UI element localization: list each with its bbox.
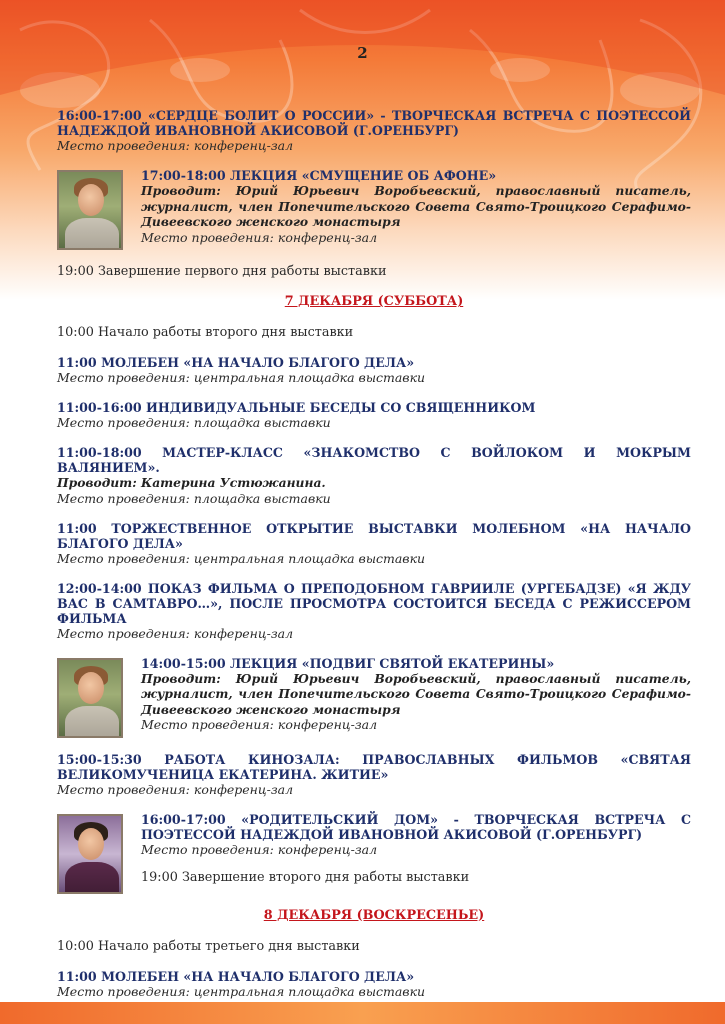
event-item [57, 400, 691, 431]
event-item [57, 108, 691, 154]
event-location: Место проведения: площадка выставки [57, 415, 331, 430]
event-title: 11:00 МОЛЕБЕН «НА НАЧАЛО БЛАГОГО ДЕЛА» [57, 968, 415, 984]
event-title: 17:00-18:00 ЛЕКЦИЯ «СМУЩЕНИЕ ОБ АФОНЕ» [141, 168, 497, 183]
speaker-photo [57, 170, 123, 250]
event-speaker: Проводит: Юрий Юрьевич Воробьевский, православный писатель, журналист, член Попечительского Совета Свято-Троицкого Серафимо-Дивеевского женского монастыря [141, 670, 691, 717]
schedule-content [57, 108, 691, 1014]
page-number: 2 [357, 44, 368, 62]
event-title: 11:00-16:00 ИНДИВИДУАЛЬНЫЕ БЕСЕДЫ СО СВЯЩЕННИКОМ [57, 400, 536, 415]
event-location: Место проведения: конференц-зал [141, 717, 378, 732]
event-title: 11:00 МОЛЕБЕН «НА НАЧАЛО БЛАГОГО ДЕЛА» [57, 355, 415, 370]
date-heading: 7 ДЕКАБРЯ (СУББОТА) [284, 294, 464, 309]
event-location: Место проведения: конференц-зал [57, 138, 294, 153]
event-item-with-photo [57, 812, 691, 894]
event-title: 11:00 ТОРЖЕСТВЕННОЕ ОТКРЫТИЕ ВЫСТАВКИ МОЛЕБНОМ «НА НАЧАЛО БЛАГОГО ДЕЛА» [57, 520, 691, 551]
event-location: Место проведения: центральная площадка выставки [57, 550, 426, 566]
event-item [57, 581, 691, 642]
event-location: Место проведения: конференц-зал [141, 229, 378, 245]
event-location: Место проведения: центральная площадка выставки [57, 983, 426, 999]
event-item [57, 969, 691, 1000]
event-location: Место проведения: конференц-зал [141, 841, 378, 857]
event-item-with-photo [57, 168, 691, 250]
event-title: 16:00-17:00 «СЕРДЦЕ БОЛИТ О РОССИИ» - ТВОРЧЕСКАЯ ВСТРЕЧА С ПОЭТЕССОЙ НАДЕЖДОЙ ИВАНОВНОЙ АКИСОВОЙ (Г.ОРЕНБУРГ) [57, 108, 691, 138]
day-start-note: 10:00 Начало работы второго дня выставки [57, 325, 354, 340]
event-item [57, 355, 691, 386]
event-location: Место проведения: конференц-зал [57, 625, 294, 641]
day-end-note: 19:00 Завершение первого дня работы выставки [57, 264, 387, 279]
decorative-footer-bar [0, 1002, 725, 1024]
speaker-photo [57, 814, 123, 894]
date-heading: 8 ДЕКАБРЯ (ВОСКРЕСЕНЬЕ) [263, 907, 485, 923]
day-end-note: 19:00 Завершение второго дня работы выставки [141, 869, 470, 885]
event-title: 16:00-17:00 «РОДИТЕЛЬСКИЙ ДОМ» - ТВОРЧЕСКАЯ ВСТРЕЧА С ПОЭТЕССОЙ НАДЕЖДОЙ ИВАНОВНОЙ АКИСОВОЙ (Г.ОРЕНБУРГ) [141, 811, 691, 842]
event-location: Место проведения: конференц-зал [57, 781, 294, 797]
event-item [57, 752, 691, 798]
event-title: 11:00-18:00 МАСТЕР-КЛАСС «ЗНАКОМСТВО С ВОЙЛОКОМ И МОКРЫМ ВАЛЯНИЕМ». [57, 445, 691, 475]
event-location: Место проведения: центральная площадка выставки [57, 370, 426, 385]
event-item [57, 445, 691, 507]
event-item [57, 521, 691, 567]
speaker-photo [57, 658, 123, 738]
event-title: 14:00-15:00 ЛЕКЦИЯ «ПОДВИГ СВЯТОЙ ЕКАТЕРИНЫ» [141, 655, 555, 671]
event-item-with-photo [57, 656, 691, 738]
event-speaker: Проводит: Катерина Устюжанина. [57, 475, 326, 490]
event-title: 15:00-15:30 РАБОТА КИНОЗАЛА: ПРАВОСЛАВНЫХ ФИЛЬМОВ «СВЯТАЯ ВЕЛИКОМУЧЕНИЦА ЕКАТЕРИНА. ЖИТИЕ» [57, 751, 691, 782]
event-speaker: Проводит: Юрий Юрьевич Воробьевский, православный писатель, журналист, член Попечительского Совета Свято-Троицкого Серафимо-Дивеевского женского монастыря [141, 183, 691, 229]
day-start-note: 10:00 Начало работы третьего дня выставки [57, 938, 360, 954]
event-title: 12:00-14:00 ПОКАЗ ФИЛЬМА О ПРЕПОДОБНОМ ГАВРИИЛЕ (УРГЕБАДЗЕ) «Я ЖДУ ВАС В САМТАВРО…», ПОСЛЕ ПРОСМОТРА СОСТОИТСЯ БЕСЕДА С РЕЖИССЕРОМ ФИЛЬМА [57, 580, 691, 626]
event-location: Место проведения: площадка выставки [57, 490, 331, 506]
